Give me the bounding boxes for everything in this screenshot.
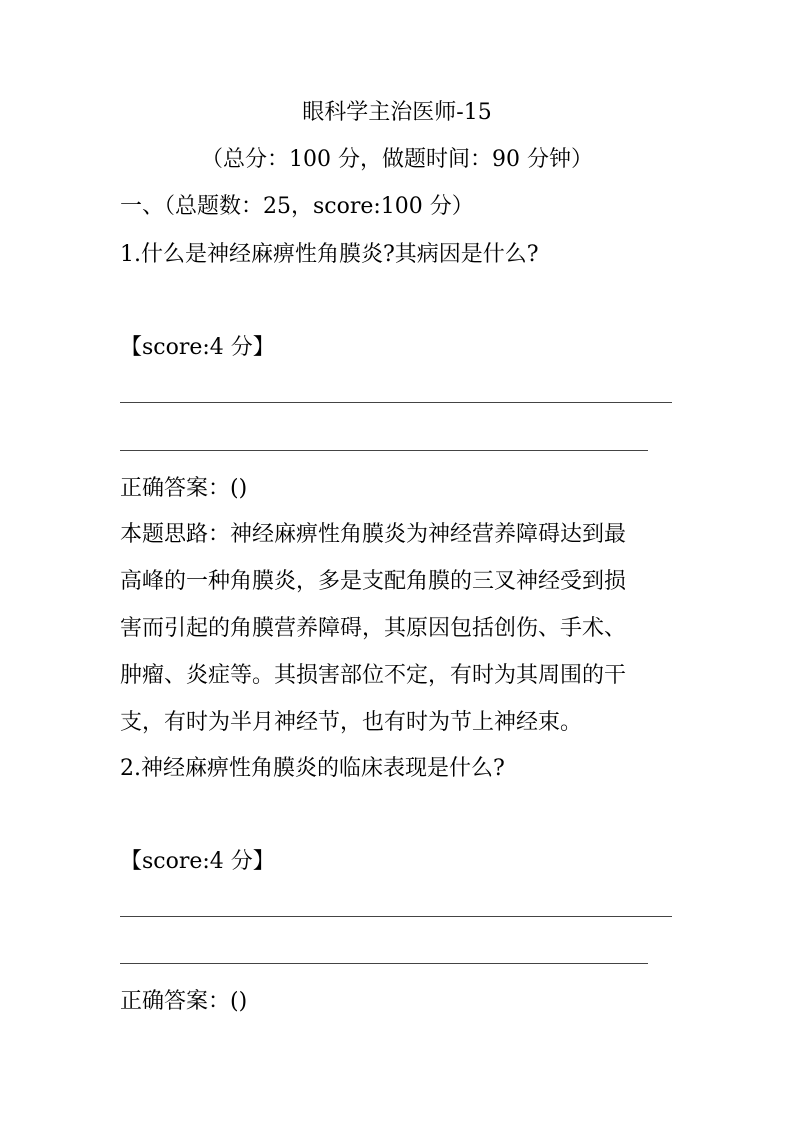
- question-2-answer-line-2: [120, 963, 648, 964]
- question-1-text: 1.什么是神经麻痹性角膜炎?其病因是什么?: [120, 242, 539, 267]
- question-2-answer-label: 正确答案：(): [120, 989, 248, 1014]
- question-1-answer-label: 正确答案：(): [120, 476, 248, 501]
- question-1-explanation-line: 支，有时为半月神经节，也有时为节上神经束。: [120, 710, 583, 735]
- question-1-explanation-line: 本题思路：神经麻痹性角膜炎为神经营养障碍达到最: [120, 522, 627, 547]
- question-2-score: 【score:4 分】: [120, 849, 275, 874]
- document-title: 眼科学主治医师-15: [302, 100, 492, 125]
- section-header: 一、（总题数：25，score:100 分）: [120, 194, 474, 219]
- exam-info: （总分：100 分，做题时间：90 分钟）: [201, 147, 593, 172]
- question-1-explanation-line: 高峰的一种角膜炎，多是支配角膜的三叉神经受到损: [120, 569, 627, 594]
- question-2-text: 2.神经麻痹性角膜炎的临床表现是什么?: [120, 756, 505, 781]
- question-1-explanation-line: 害而引起的角膜营养障碍，其原因包括创伤、手术、: [120, 616, 627, 641]
- question-1-explanation-line: 肿瘤、炎症等。其损害部位不定，有时为其周围的干: [120, 663, 627, 688]
- question-1-answer-line-2: [120, 450, 648, 451]
- question-1-answer-line-1: [120, 402, 672, 403]
- question-2-answer-line-1: [120, 916, 672, 917]
- question-1-score: 【score:4 分】: [120, 335, 275, 360]
